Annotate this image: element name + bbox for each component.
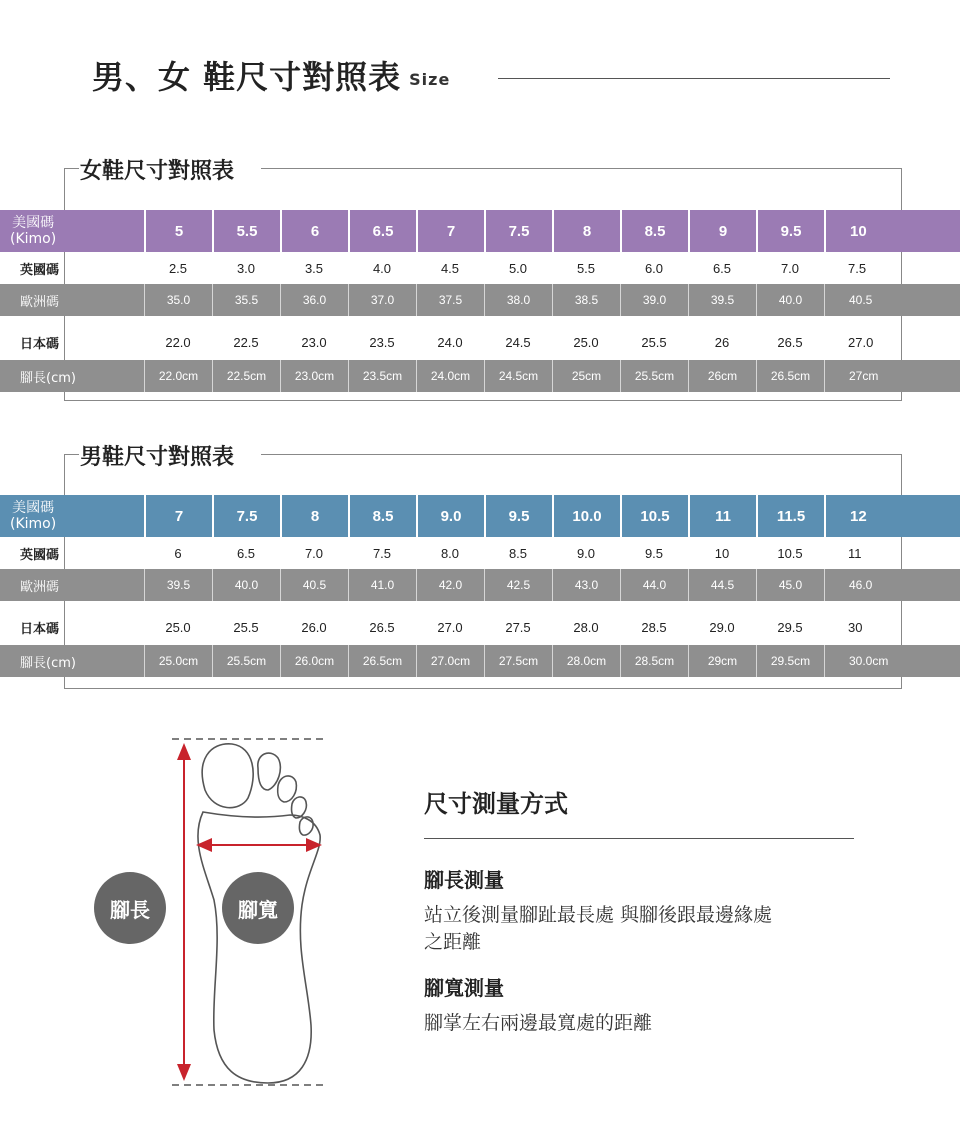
size-cell: 38.5 bbox=[552, 284, 620, 316]
measure-title: 尺寸測量方式 bbox=[424, 790, 568, 818]
size-cell: 9.5 bbox=[644, 545, 664, 561]
size-cell: 40.5 bbox=[824, 284, 956, 316]
size-cell: 35.5 bbox=[212, 284, 280, 316]
size-cell: 45.0 bbox=[756, 569, 824, 601]
size-cell: 6.5 bbox=[236, 545, 256, 561]
row-label-text: 腳長(cm) bbox=[20, 655, 76, 671]
size-cell: 11.5 bbox=[756, 495, 824, 537]
jp-size-row bbox=[0, 326, 960, 358]
size-cell: 41.0 bbox=[348, 569, 416, 601]
size-cell: 26.0 bbox=[301, 619, 327, 635]
size-cell: 28.0 bbox=[573, 619, 599, 635]
size-cell: 26.5cm bbox=[756, 360, 824, 392]
size-cell: 8.5 bbox=[508, 545, 528, 561]
size-cell: 8.5 bbox=[348, 495, 416, 537]
row-label-text: 腳長(cm) bbox=[20, 370, 76, 386]
size-cell: 10 bbox=[824, 210, 956, 252]
uk-size-row bbox=[0, 252, 960, 284]
row-label bbox=[0, 611, 144, 643]
size-cell: 27cm bbox=[824, 360, 956, 392]
size-cell: 6 bbox=[174, 545, 182, 561]
size-cell: 22.0 bbox=[165, 334, 191, 350]
size-cell: 24.0 bbox=[437, 334, 463, 350]
size-cell: 6.5 bbox=[712, 260, 732, 276]
length-measure-text bbox=[424, 902, 864, 956]
size-cell: 42.0 bbox=[416, 569, 484, 601]
size-cell: 37.5 bbox=[416, 284, 484, 316]
size-cell: 10.0 bbox=[552, 495, 620, 537]
size-cell: 8.5 bbox=[620, 210, 688, 252]
size-cell: 5.5 bbox=[212, 210, 280, 252]
size-cell: 4.5 bbox=[440, 260, 460, 276]
row-label-text: 日本碼 bbox=[20, 336, 60, 352]
size-cell: 39.0 bbox=[620, 284, 688, 316]
size-cell: 10.5 bbox=[777, 545, 803, 561]
size-cell: 25.0 bbox=[165, 619, 191, 635]
size-label: Size bbox=[409, 69, 451, 89]
size-cell: 9.5 bbox=[484, 495, 552, 537]
size-cell: 40.0 bbox=[212, 569, 280, 601]
size-cell: 8.0 bbox=[440, 545, 460, 561]
row-label bbox=[0, 210, 144, 252]
size-cell: 7.5 bbox=[848, 260, 867, 276]
row-label bbox=[0, 537, 144, 569]
row-label bbox=[0, 284, 144, 316]
size-cell: 44.0 bbox=[620, 569, 688, 601]
size-cell: 23.0 bbox=[301, 334, 327, 350]
size-cell: 23.5cm bbox=[348, 360, 416, 392]
row-label-text: 美國碼 bbox=[12, 500, 55, 516]
size-cell: 9.5 bbox=[756, 210, 824, 252]
size-cell: 28.5cm bbox=[620, 645, 688, 677]
size-cell: 26.5 bbox=[777, 334, 803, 350]
row-label-text: 歐洲碼 bbox=[20, 294, 60, 310]
size-cell: 25.0 bbox=[573, 334, 599, 350]
size-cell: 24.5 bbox=[505, 334, 531, 350]
size-cell: 29.5cm bbox=[756, 645, 824, 677]
size-cell: 30 bbox=[848, 619, 863, 635]
size-cell: 9 bbox=[688, 210, 756, 252]
size-cell: 26 bbox=[714, 334, 730, 350]
size-cell: 43.0 bbox=[552, 569, 620, 601]
size-cell: 6.5 bbox=[348, 210, 416, 252]
size-cell: 5 bbox=[144, 210, 212, 252]
size-cell: 25.0cm bbox=[144, 645, 212, 677]
size-cell: 24.5cm bbox=[484, 360, 552, 392]
size-cell: 38.0 bbox=[484, 284, 552, 316]
row-label-text: 日本碼 bbox=[20, 621, 60, 637]
size-cell: 44.5 bbox=[688, 569, 756, 601]
size-cell: 27.5cm bbox=[484, 645, 552, 677]
size-cell: 26.5cm bbox=[348, 645, 416, 677]
eu-size-row bbox=[0, 569, 960, 601]
page-title-text: 男、女 鞋尺寸對照表 bbox=[92, 58, 402, 96]
size-cell: 29.5 bbox=[777, 619, 803, 635]
size-cell: 28.5 bbox=[641, 619, 667, 635]
size-cell: 7.0 bbox=[780, 260, 800, 276]
size-cell: 25cm bbox=[552, 360, 620, 392]
row-label bbox=[0, 495, 144, 537]
size-cell: 10.5 bbox=[620, 495, 688, 537]
size-cell: 7.5 bbox=[212, 495, 280, 537]
row-label-subtext: (Kimo) bbox=[10, 516, 57, 532]
size-cell: 11 bbox=[848, 545, 862, 561]
size-cell: 25.5cm bbox=[620, 360, 688, 392]
size-cell: 10 bbox=[714, 545, 730, 561]
row-label-text: 英國碼 bbox=[20, 262, 60, 278]
size-cell: 8 bbox=[280, 495, 348, 537]
size-cell: 6 bbox=[280, 210, 348, 252]
size-cell: 5.0 bbox=[508, 260, 528, 276]
size-cell: 22.5cm bbox=[212, 360, 280, 392]
page-title bbox=[92, 52, 450, 98]
size-cell: 2.5 bbox=[168, 260, 188, 276]
row-label-text: 英國碼 bbox=[20, 547, 60, 563]
us-size-row bbox=[0, 495, 960, 537]
size-cell: 6.0 bbox=[644, 260, 664, 276]
title-divider bbox=[498, 78, 890, 79]
size-cell: 27.5 bbox=[505, 619, 531, 635]
row-label bbox=[0, 645, 144, 677]
row-label bbox=[0, 252, 144, 284]
size-cell: 8 bbox=[552, 210, 620, 252]
size-cell: 27.0 bbox=[848, 334, 874, 350]
width-measure-heading: 腳寬測量 bbox=[424, 976, 504, 1000]
size-cell: 28.0cm bbox=[552, 645, 620, 677]
size-cell: 5.5 bbox=[576, 260, 596, 276]
row-label-text: 歐洲碼 bbox=[20, 579, 60, 595]
size-cell: 22.5 bbox=[233, 334, 259, 350]
size-cell: 26.0cm bbox=[280, 645, 348, 677]
size-cell: 24.0cm bbox=[416, 360, 484, 392]
uk-size-row bbox=[0, 537, 960, 569]
size-cell: 36.0 bbox=[280, 284, 348, 316]
size-cell: 29.0 bbox=[709, 619, 735, 635]
men-section-title: 男鞋尺寸對照表 bbox=[80, 445, 235, 470]
size-cell: 40.5 bbox=[280, 569, 348, 601]
size-cell: 26cm bbox=[688, 360, 756, 392]
size-cell: 42.5 bbox=[484, 569, 552, 601]
size-cell: 3.0 bbox=[236, 260, 256, 276]
us-size-row bbox=[0, 210, 960, 252]
length-measure-line-2: 之距離 bbox=[424, 931, 482, 953]
size-cell: 9.0 bbox=[416, 495, 484, 537]
foot-width-label: 腳寬 bbox=[222, 872, 294, 944]
eu-size-row bbox=[0, 284, 960, 316]
size-cell: 7.0 bbox=[304, 545, 324, 561]
width-measure-text: 腳掌左右兩邊最寬處的距離 bbox=[424, 1012, 653, 1034]
size-cell: 27.0 bbox=[437, 619, 463, 635]
size-cell: 27.0cm bbox=[416, 645, 484, 677]
women-section-title: 女鞋尺寸對照表 bbox=[80, 159, 235, 184]
jp-size-row bbox=[0, 611, 960, 643]
measure-divider bbox=[424, 838, 854, 839]
size-cell: 23.5 bbox=[369, 334, 395, 350]
size-cell: 11 bbox=[688, 495, 756, 537]
size-cell: 9.0 bbox=[576, 545, 596, 561]
size-cell: 12 bbox=[824, 495, 956, 537]
size-cell: 22.0cm bbox=[144, 360, 212, 392]
row-label-text: 美國碼 bbox=[12, 215, 55, 231]
size-cell: 7 bbox=[144, 495, 212, 537]
size-cell: 37.0 bbox=[348, 284, 416, 316]
foot-length-label: 腳長 bbox=[94, 872, 166, 944]
size-cell: 26.5 bbox=[369, 619, 395, 635]
size-cell: 40.0 bbox=[756, 284, 824, 316]
length-measure-line-1: 站立後測量腳趾最長處 與腳後跟最邊緣處 bbox=[424, 904, 773, 926]
size-cell: 3.5 bbox=[304, 260, 324, 276]
size-cell: 25.5 bbox=[641, 334, 667, 350]
foot-length-row bbox=[0, 645, 960, 677]
foot-length-row bbox=[0, 360, 960, 392]
size-cell: 4.0 bbox=[372, 260, 392, 276]
row-label bbox=[0, 360, 144, 392]
length-measure-heading: 腳長測量 bbox=[424, 868, 504, 892]
size-cell: 46.0 bbox=[824, 569, 956, 601]
size-cell: 35.0 bbox=[144, 284, 212, 316]
size-cell: 39.5 bbox=[144, 569, 212, 601]
size-cell: 25.5cm bbox=[212, 645, 280, 677]
size-cell: 23.0cm bbox=[280, 360, 348, 392]
row-label bbox=[0, 326, 144, 358]
size-cell: 7.5 bbox=[484, 210, 552, 252]
size-cell: 30.0cm bbox=[824, 645, 956, 677]
size-cell: 7.5 bbox=[372, 545, 392, 561]
size-cell: 25.5 bbox=[233, 619, 259, 635]
size-cell: 7 bbox=[416, 210, 484, 252]
row-label-subtext: (Kimo) bbox=[10, 231, 57, 247]
row-label bbox=[0, 569, 144, 601]
size-cell: 39.5 bbox=[688, 284, 756, 316]
size-cell: 29cm bbox=[688, 645, 756, 677]
